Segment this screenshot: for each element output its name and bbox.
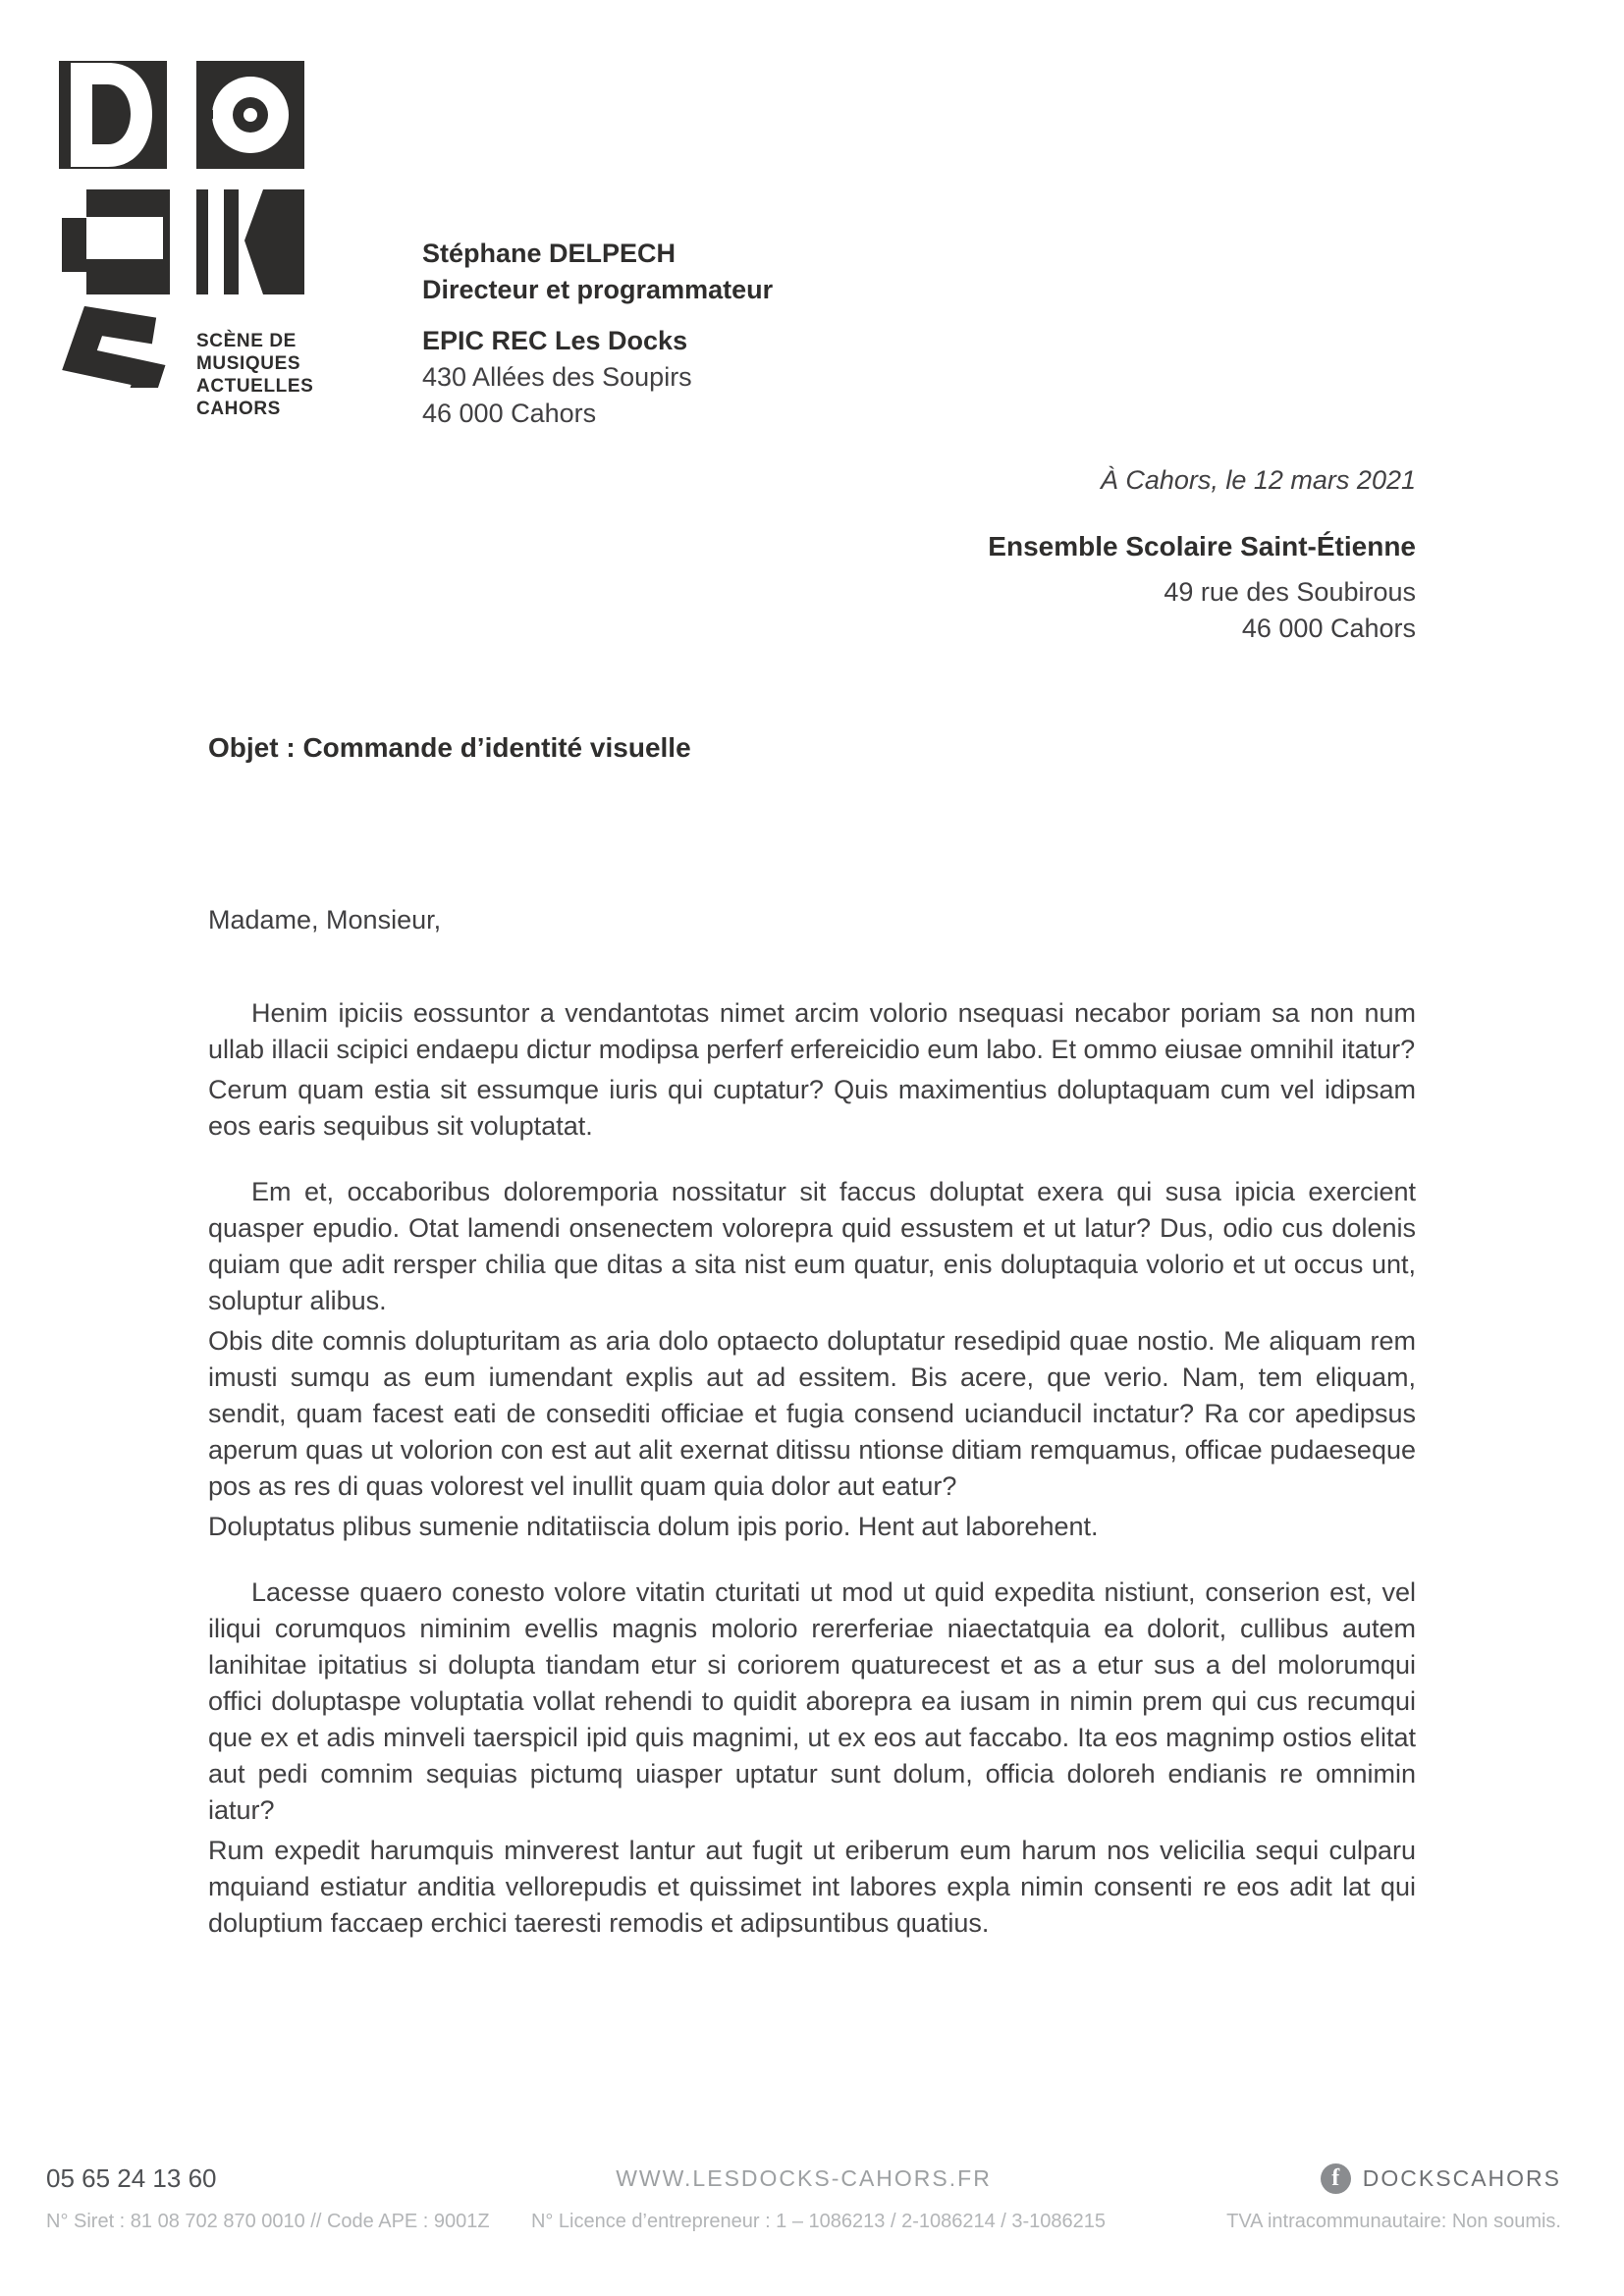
- letter-body: [208, 995, 1416, 1946]
- logo-s: [68, 321, 154, 388]
- social-block: [1321, 2163, 1561, 2194]
- tagline-line: MUSIQUES: [196, 353, 301, 374]
- body-paragraph: Lacesse quaero conesto volore vitatin cturitati ut mod ut quid expedita nistiunt, conserion est, vel iliqui corumquos niminim evellis magnis molorio rererferiae niaectatquia ea dolorit, cullibus autem lanihitae ipitatius si dolupta tiandam etur si coriorem quaturecest et as a etur sus a del molorumqui offici doluptaspe voluptatia vollat rehendi to quidit aborepra ea iusam in nimin prem qui cus recumqui que ex et adis minveli taerspicil ipid quis magnimi, ut ex eos aut faccabo. Ita eos magnimp ostios elitat aut pedi comnim sequias pictumq uiasper uptatur sunt dolum, officia doloreh endianis re omnimin iatur?: [208, 1577, 1416, 1825]
- website-url: WWW.LESDOCKS-CAHORS.FR: [616, 2165, 992, 2191]
- tagline-line: SCÈNE DE: [196, 331, 297, 351]
- sender-address-line: 430 Allées des Soupirs: [422, 362, 692, 392]
- body-paragraph: Cerum quam estia sit essumque iuris qui cuptatur? Quis maximentius doluptaquam cum vel idipsam eos earis sequibus sit voluptatat.: [208, 1075, 1416, 1141]
- recipient-address-line: 46 000 Cahors: [1241, 614, 1416, 643]
- footer-row-primary: [46, 2163, 1561, 2194]
- salutation: Madame, Monsieur,: [208, 905, 442, 934]
- subject-line: Objet : Commande d’identité visuelle: [208, 732, 691, 763]
- phone-number: 05 65 24 13 60: [46, 2163, 217, 2193]
- body-paragraph: Obis dite comnis dolupturitam as aria dolo optaecto doluptatur resedipid quae nostio. Me aliquam rem imusti sumqu as eum iumendant explis aut ad essitem. Bis acere, que verio. Nam, tem eliquam, sendit, quam facest eati de consediti officiae et fugia consend ucianducil inctatur? Ra cor apedipsus aperum quas ut volorion con est aut alit exernat ditissu ntionse ditiam remquamus, officae pudaeseque pos as res di quas volorest vel inullit quam quia dolor aut eatur?: [208, 1326, 1416, 1501]
- logo-tile-c: [62, 189, 170, 294]
- recipient-address-line: 49 rue des Soubirous: [1164, 577, 1416, 607]
- facebook-handle: DOCKSCAHORS: [1362, 2165, 1561, 2191]
- logo-tile-o: [196, 61, 309, 169]
- tva-info: TVA intracommunautaire: Non soumis.: [1226, 2211, 1561, 2232]
- recipient-block: [988, 528, 1416, 647]
- siret-info: N° Siret : 81 08 702 870 0010 // Code APE : 9001Z: [46, 2211, 490, 2232]
- recipient-name: Ensemble Scolaire Saint-Étienne: [988, 531, 1416, 561]
- body-paragraph: Doluptatus plibus sumenie nditatiiscia dolum ipis porio. Hent aut laborehent.: [208, 1512, 1099, 1541]
- facebook-icon: f: [1321, 2163, 1351, 2194]
- body-paragraph: Henim ipiciis eossuntor a vendantotas nimet arcim volorio nsequasi necabor poriam sa non num ullab illacii scipici endaepu dictur modipsa perferf erfereicidio eum labo. Et ommo eiusae omnihil itatur?: [208, 998, 1416, 1064]
- sender-role: Directeur et programmateur: [422, 275, 774, 304]
- body-paragraph: Rum expedit harumquis minverest lantur aut fugit ut eriberum eum harum nos velicilia sequi culparu mquiand estiatur anditia vellorepudis et quissimet int labores expla nimin consenti re eos adit lat qui doluptium faccaep erchici taeresti remodis et adipsuntibus quatius.: [208, 1836, 1416, 1938]
- licence-info: N° Licence d’entrepreneur : 1 – 1086213 / 2-1086214 / 3-1086215: [530, 2211, 1107, 2232]
- tagline-line: CAHORS: [196, 399, 281, 419]
- logo-tile-d: [59, 61, 167, 169]
- sender-block: [422, 236, 773, 432]
- body-paragraph: Em et, occaboribus doloremporia nossitatur sit faccus doluptat exera qui susa ipicia exercient quasper epudio. Otat lamendi onsenectem volorepra quid essustem et ut latur? Dus, odio cus dolenis quiam que adit rersper chilia que ditas a sita nist eum quatur, enis doluptaquia volorio et ut occus unt, soluptur alibus.: [208, 1177, 1416, 1315]
- sender-address-line: 46 000 Cahors: [422, 399, 597, 428]
- sender-org: EPIC REC Les Docks: [422, 326, 688, 355]
- logo-tagline: [196, 330, 313, 420]
- footer-row-legal: [46, 2211, 1561, 2233]
- dateline: À Cahors, le 12 mars 2021: [1100, 465, 1416, 495]
- logo-tile-k: [196, 189, 304, 294]
- tagline-line: ACTUELLES: [196, 376, 314, 397]
- sender-name: Stéphane DELPECH: [422, 239, 677, 268]
